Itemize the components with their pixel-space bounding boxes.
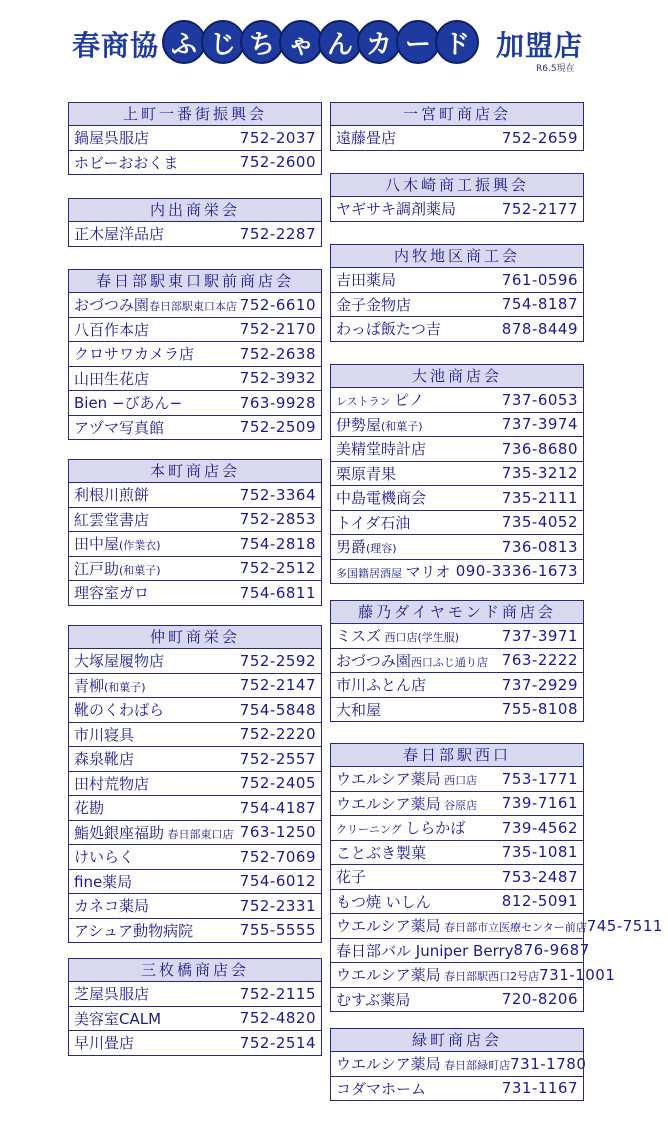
store-row <box>331 268 583 292</box>
store-phone: 752-2557 <box>239 749 316 768</box>
store-name: レストラン ピノ <box>336 391 425 410</box>
brand-char: ー <box>396 20 440 64</box>
store-note: 西口店(学生服) <box>381 631 460 645</box>
store-name: 伊勢屋(和菓子) <box>336 415 423 434</box>
store-phone: 752-2287 <box>239 224 316 243</box>
store-row <box>331 412 583 437</box>
store-phone: 752-2659 <box>501 128 578 147</box>
store-phone: 737-6053 <box>501 390 578 409</box>
section <box>330 743 663 1012</box>
store-phone: 752-2331 <box>239 896 316 915</box>
store-phone: 752-2512 <box>239 559 316 578</box>
store-row <box>69 507 321 532</box>
store-row <box>331 436 583 461</box>
store-phone: 090-3336-1673 <box>455 562 578 581</box>
store-phone: 731-1780 <box>510 1054 587 1073</box>
store-name: 理容室ガロ <box>74 584 150 603</box>
store-row <box>331 316 583 341</box>
store-phone: 754-6811 <box>239 583 316 602</box>
store-note: 春日部市立医療センター前店 <box>440 921 587 935</box>
store-phone: 754-6012 <box>239 872 316 891</box>
brand-char: カ <box>357 20 401 64</box>
store-phone: 753-1771 <box>501 769 578 788</box>
store-row <box>69 771 321 796</box>
section <box>330 364 584 584</box>
store-row <box>331 1076 583 1101</box>
store-name: もつ焼 いしん <box>336 892 431 911</box>
store-row <box>69 746 321 771</box>
store-row <box>69 317 321 342</box>
store-row <box>69 222 321 246</box>
brand-char: ふ <box>162 20 206 64</box>
store-row <box>331 292 583 317</box>
store-prefix: 多国籍居酒屋 <box>336 566 406 580</box>
store-row <box>331 697 583 722</box>
store-phone: 754-5848 <box>239 700 316 719</box>
brand-char: じ <box>201 20 245 64</box>
store-name: 青柳(和菓子) <box>74 676 146 695</box>
store-name: ウエルシア薬局 春日部市立医療センター前店 <box>336 917 587 936</box>
store-phone: 761-0596 <box>501 270 578 289</box>
store-phone: 763-2222 <box>501 651 578 670</box>
store-name: ウエルシア薬局 春日部緑町店 <box>336 1055 511 1074</box>
store-phone: 752-2037 <box>239 128 316 147</box>
brand-char: ん <box>318 20 362 64</box>
store-phone: 737-2929 <box>501 675 578 694</box>
store-phone: 731-1001 <box>539 965 616 984</box>
store-row <box>69 556 321 581</box>
store-name: ウエルシア薬局 谷原店 <box>336 794 478 813</box>
store-phone: 735-2111 <box>501 488 578 507</box>
section-title: 春日部駅東口駅前商店会 <box>69 270 321 293</box>
section <box>68 625 322 943</box>
section-title: 春日部駅西口 <box>331 744 583 767</box>
store-name: 金子金物店 <box>336 295 412 314</box>
store-row <box>69 673 321 698</box>
store-name: 利根川煎餅 <box>74 486 150 505</box>
store-phone: 739-4562 <box>501 818 578 837</box>
section <box>330 1028 587 1101</box>
store-row <box>331 624 583 648</box>
store-note: 春日部駅西口2号店 <box>440 970 540 984</box>
store-phone: 754-4187 <box>239 798 316 817</box>
store-row <box>69 649 321 673</box>
section <box>330 102 584 151</box>
store-name: 中島電機商会 <box>336 489 427 508</box>
brand-char: ち <box>240 20 284 64</box>
store-phone: 752-2170 <box>239 320 316 339</box>
store-name: ヤギサキ調剤薬局 <box>336 200 457 219</box>
store-name: むすぶ薬局 <box>336 990 411 1009</box>
store-row <box>69 390 321 415</box>
store-phone: 752-2592 <box>239 651 316 670</box>
store-name: けいらく <box>74 848 135 867</box>
store-name: 森泉靴店 <box>74 750 135 769</box>
store-row <box>69 697 321 722</box>
store-phone: 745-7511 <box>586 916 663 935</box>
store-name: おづつみ園春日部駅東口本店 <box>74 296 237 315</box>
store-phone: 737-3974 <box>501 415 578 434</box>
store-note: 春日部東口店 <box>164 827 234 841</box>
store-row <box>331 864 583 889</box>
store-row <box>69 1006 321 1031</box>
store-phone: 754-8187 <box>501 295 578 314</box>
store-name: トイダ石油 <box>336 513 411 532</box>
store-phone: 736-8680 <box>501 439 578 458</box>
brand-char: ド <box>435 20 479 64</box>
store-name: わっぱ飯たつ吉 <box>336 320 441 339</box>
store-name: アヅマ写真館 <box>74 418 165 437</box>
store-name: アシュア動物病院 <box>74 921 194 940</box>
store-phone: 735-4052 <box>501 513 578 532</box>
store-phone: 752-2220 <box>239 725 316 744</box>
store-phone: 735-3212 <box>501 464 578 483</box>
store-name: 多国籍居酒屋 マリオ <box>336 562 451 581</box>
store-phone: 735-1081 <box>501 843 578 862</box>
store-phone: 752-2405 <box>239 774 316 793</box>
store-phone: 752-2514 <box>239 1033 316 1052</box>
store-phone: 752-6610 <box>239 295 316 314</box>
store-row <box>331 938 590 963</box>
store-row <box>69 293 321 317</box>
store-note: (和菓子) <box>381 419 423 433</box>
section <box>330 173 584 222</box>
store-row <box>331 987 583 1012</box>
store-note: 春日部緑町店 <box>440 1059 511 1073</box>
section-title: 一宮町商店会 <box>331 103 583 126</box>
section-title: 仲町商栄会 <box>69 626 321 649</box>
store-phone: 752-2177 <box>501 199 578 218</box>
store-name: 遠藤畳店 <box>336 129 397 148</box>
header-prefix: 春商協 <box>72 29 160 62</box>
store-name: 八百作本店 <box>74 320 150 339</box>
store-name: カネコ薬局 <box>74 897 150 916</box>
store-name: 紅雲堂書店 <box>74 510 150 529</box>
store-name: 早川畳店 <box>74 1034 135 1053</box>
store-row <box>331 485 583 510</box>
section-title: 内出商栄会 <box>69 199 321 222</box>
store-phone: 876-9687 <box>513 941 590 960</box>
store-name: 美精堂時計店 <box>336 440 427 459</box>
store-note: (和菓子) <box>119 563 161 577</box>
section <box>68 958 322 1056</box>
store-name: 市川寝具 <box>74 725 135 744</box>
section-title: 上町一番街振興会 <box>69 103 321 126</box>
store-row <box>331 388 583 412</box>
section-title: 八木崎商工振興会 <box>331 174 583 197</box>
store-prefix: クリーニング <box>336 823 406 837</box>
store-name: ミスズ 西口店(学生服) <box>336 627 460 646</box>
store-name: クリーニング しらかば <box>336 819 466 838</box>
section-title: 緑町商店会 <box>331 1029 583 1052</box>
store-phone: 753-2487 <box>501 867 578 886</box>
store-name: 田村荒物店 <box>74 774 150 793</box>
store-phone: 752-2509 <box>239 418 316 437</box>
store-name: 花子 <box>336 868 367 887</box>
store-name: Bien −びあん− <box>74 394 183 413</box>
store-row <box>69 341 321 366</box>
store-phone: 736-0813 <box>501 537 578 556</box>
store-phone: 739-7161 <box>501 794 578 813</box>
store-row <box>69 918 321 943</box>
section-title: 内牧地区商工会 <box>331 245 583 268</box>
store-note: (理容) <box>366 542 397 556</box>
brand-char: ゃ <box>279 20 323 64</box>
store-row <box>331 815 583 840</box>
store-row <box>331 840 583 865</box>
store-note: (作業衣) <box>119 539 161 553</box>
store-note: 西口ふじ通り店 <box>410 655 488 669</box>
section <box>330 244 584 342</box>
store-phone: 731-1167 <box>501 1079 578 1098</box>
store-phone: 752-7069 <box>239 847 316 866</box>
store-phone: 752-2147 <box>239 676 316 695</box>
store-row <box>331 534 583 559</box>
store-name: 正木屋洋品店 <box>74 225 165 244</box>
store-row <box>69 580 321 605</box>
as-of-date: R6.5現在 <box>536 64 575 74</box>
store-row <box>69 722 321 747</box>
store-row <box>331 791 583 816</box>
store-phone: 812-5091 <box>501 892 578 911</box>
store-name: 花勘 <box>74 799 105 818</box>
store-name: おづつみ園西口ふじ通り店 <box>336 651 488 670</box>
store-prefix: レストラン <box>336 395 395 409</box>
store-row <box>331 962 616 987</box>
store-name: fine薬局 <box>74 872 133 891</box>
store-note: (和菓子) <box>104 680 146 694</box>
store-phone: 763-9928 <box>239 393 316 412</box>
store-phone: 755-5555 <box>239 921 316 940</box>
store-row <box>69 893 321 918</box>
store-row <box>331 672 583 697</box>
store-name: ウエルシア薬局 西口店 <box>336 770 478 789</box>
store-phone: 737-3971 <box>501 626 578 645</box>
store-name: 美容室CALM <box>74 1009 162 1028</box>
store-name: 江戸助(和菓子) <box>74 559 161 578</box>
store-row <box>69 820 321 845</box>
store-row <box>69 483 321 507</box>
section <box>68 459 322 606</box>
store-name: 大塚屋履物店 <box>74 652 165 671</box>
store-row <box>331 461 583 486</box>
store-phone: 752-3932 <box>239 369 316 388</box>
store-note: 谷原店 <box>440 798 478 812</box>
store-note: 西口店 <box>440 774 478 788</box>
section <box>68 102 322 175</box>
store-name: 市川ふとん店 <box>336 676 427 695</box>
store-phone: 752-2853 <box>239 510 316 529</box>
store-phone: 755-8108 <box>501 700 578 719</box>
store-phone: 763-1250 <box>239 823 316 842</box>
store-name: 吉田薬局 <box>336 271 397 290</box>
page-header <box>0 0 649 80</box>
store-name: 男爵(理容) <box>336 538 397 557</box>
store-row <box>331 767 583 791</box>
store-name: 山田生花店 <box>74 369 150 388</box>
store-row <box>69 366 321 391</box>
store-row <box>69 869 321 894</box>
store-name: 大和屋 <box>336 700 382 719</box>
store-row <box>69 982 321 1006</box>
store-phone: 878-8449 <box>501 319 578 338</box>
store-phone: 752-2600 <box>239 153 316 172</box>
store-row <box>331 889 583 914</box>
store-name: 靴のくわばら <box>74 701 165 720</box>
store-row <box>331 913 663 938</box>
store-row <box>331 197 583 221</box>
store-row <box>69 531 321 556</box>
section <box>68 269 322 440</box>
store-row <box>69 126 321 150</box>
header-suffix: 加盟店 <box>496 29 584 62</box>
store-row <box>331 1052 587 1076</box>
store-row <box>69 844 321 869</box>
store-name: ことぶき製菓 <box>336 843 427 862</box>
store-name: 芝屋呉服店 <box>74 985 150 1004</box>
store-row <box>69 415 321 440</box>
store-phone: 720-8206 <box>501 990 578 1009</box>
store-row <box>69 150 321 175</box>
store-row <box>69 1030 321 1055</box>
section-title: 藤乃ダイヤモンド商店会 <box>331 601 583 624</box>
store-name: 春日部バル Juniper Berry <box>336 941 514 960</box>
store-row <box>331 510 583 535</box>
section-title: 大池商店会 <box>331 365 583 388</box>
brand-logo <box>162 20 474 64</box>
store-name: 鮨処銀座福助 春日部東口店 <box>74 823 234 842</box>
store-row <box>331 126 583 150</box>
section-title: 三枚橋商店会 <box>69 959 321 982</box>
section-title: 本町商店会 <box>69 460 321 483</box>
store-row <box>331 648 583 673</box>
section <box>68 198 322 247</box>
section <box>330 600 584 722</box>
store-phone: 752-3364 <box>239 485 316 504</box>
store-row <box>331 559 583 584</box>
store-name: 栗原青果 <box>336 464 397 483</box>
store-phone: 752-2115 <box>239 984 316 1003</box>
store-name: ホビーおおくま <box>74 153 179 172</box>
store-name: 鍋屋呉服店 <box>74 129 150 148</box>
store-phone: 754-2818 <box>239 534 316 553</box>
store-row <box>69 795 321 820</box>
store-phone: 752-2638 <box>239 344 316 363</box>
store-note: 春日部駅東口本店 <box>148 300 237 314</box>
store-name: クロサワカメラ店 <box>74 345 195 364</box>
store-phone: 752-4820 <box>239 1009 316 1028</box>
store-name: ウエルシア薬局 春日部駅西口2号店 <box>336 966 540 985</box>
store-name: コダマホーム <box>336 1079 427 1098</box>
store-name: 田中屋(作業衣) <box>74 535 161 554</box>
